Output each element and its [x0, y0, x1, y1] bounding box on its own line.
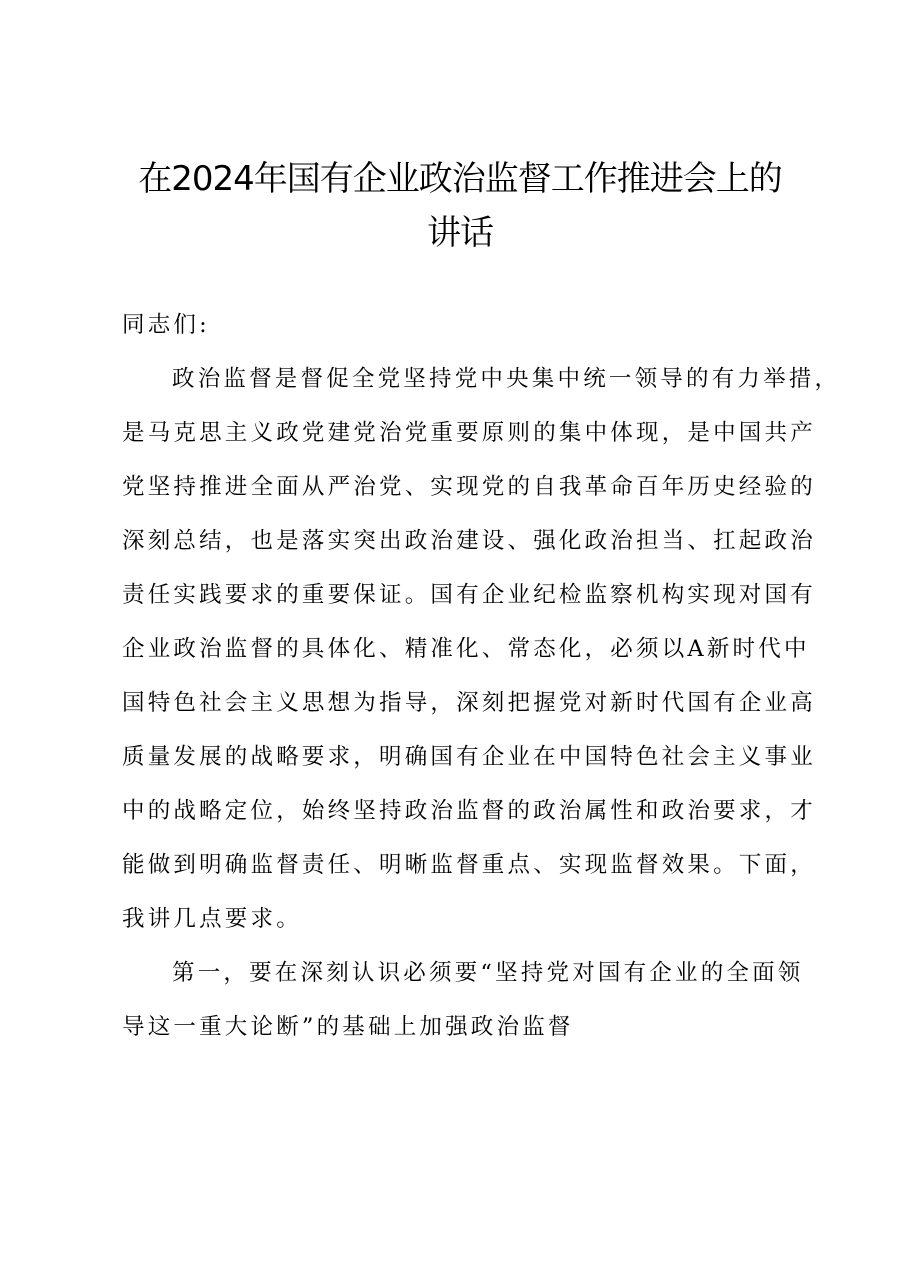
- title-line-2: 讲话: [427, 213, 493, 253]
- document-body: [122, 298, 841, 1054]
- paragraph-1-line: 企业政治监督的具体化、精准化、常态化，必须以A新时代中: [122, 636, 810, 662]
- paragraph-1-line: 责任实践要求的重要保证。国有企业纪检监察机构实现对国有: [122, 582, 816, 608]
- title-line-1: 在2024年国有企业政治监督工作推进会上的: [138, 159, 782, 199]
- paragraph-1-line: 党坚持推进全面从严治党、实现党的自我革命百年历史经验的: [122, 474, 816, 500]
- paragraph-1-line: 能做到明确监督责任、明晰监督重点、实现监督效果。下面，: [122, 852, 816, 878]
- document-title: [100, 152, 820, 260]
- paragraph-1-line: 我讲几点要求。: [122, 906, 302, 932]
- paragraph-1-line: 中的战略定位，始终坚持政治监督的政治属性和政治要求，才: [122, 798, 816, 824]
- paragraph-1: [122, 352, 841, 946]
- paragraph-2: [122, 946, 802, 1054]
- salutation: 同志们:: [122, 312, 210, 338]
- paragraph-2-line: 导这一重大论断”的基础上加强政治监督: [122, 1014, 574, 1040]
- paragraph-1-line: 质量发展的战略要求，明确国有企业在中国特色社会主义事业: [122, 744, 816, 770]
- paragraph-1-line: 政治监督是督促全党坚持党中央集中统一领导的有力举措，: [172, 366, 841, 392]
- paragraph-2-line: 第一，要在深刻认识必须要“坚持党对国有企业的全面领: [172, 960, 804, 986]
- paragraph-1-line: 国特色社会主义思想为指导，深刻把握党对新时代国有企业高: [122, 690, 816, 716]
- paragraph-1-line: 是马克思主义政党建党治党重要原则的集中体现，是中国共产: [122, 420, 816, 446]
- paragraph-1-line: 深刻总结，也是落实突出政治建设、强化政治担当、扛起政治: [122, 528, 816, 554]
